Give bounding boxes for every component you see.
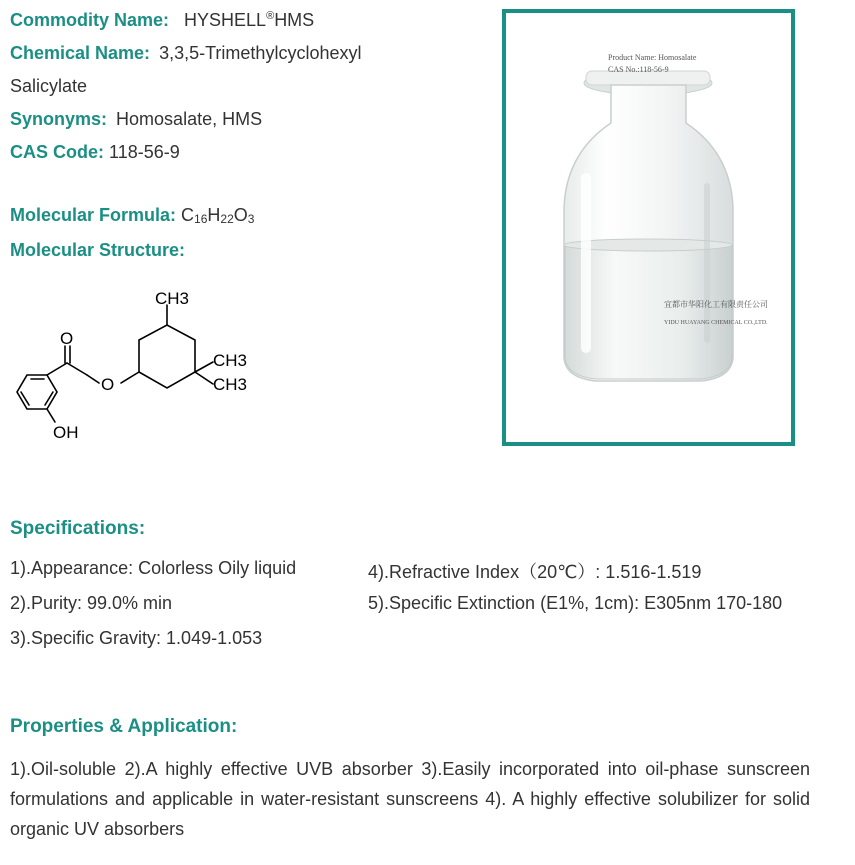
hydroxyl-label: OH [53, 423, 79, 442]
properties-title: Properties & Application: [10, 716, 238, 737]
carbonyl-oxygen-label: O [60, 329, 74, 348]
spec-item-purity: 2).Purity: 99.0% min [10, 593, 173, 613]
chemical-name-line [10, 43, 361, 64]
chemical-name-label: Chemical Name: [10, 43, 151, 63]
spec-item-specific-gravity: 3).Specific Gravity: 1.049-1.053 [10, 628, 263, 648]
cas-code-value: 118-56-9 [109, 142, 180, 162]
cas-code-line [10, 142, 180, 163]
product-photo [502, 9, 795, 446]
molecular-formula-line [10, 205, 254, 226]
commodity-name-label: Commodity Name [10, 10, 164, 30]
synonyms-label: Synonyms: [10, 109, 108, 129]
commodity-name-sep: : [163, 10, 175, 30]
formula-value: $C_{16}H_{22}O_3$ [181, 205, 255, 226]
molecular-structure-label: Molecular Structure: [10, 240, 186, 260]
photo-company-en: YIDU HUAYANG CHEMICAL CO.,LTD. [664, 320, 768, 326]
chemical-name-value: 3,3,5-Trimethylcyclohexyl [159, 43, 362, 63]
bottle-illustration [506, 13, 791, 442]
ester-oxygen-label: O [101, 375, 115, 394]
commodity-name-suffix: HMS [274, 10, 315, 30]
spec-item-refractive-index: 4).Refractive Index（20℃）: 1.516-1.519 [368, 562, 702, 582]
registered-mark: ® [266, 10, 275, 22]
methyl-right-upper-label: CH3 [213, 351, 248, 370]
molecular-structure-diagram [5, 280, 265, 455]
photo-cas: CAS No.:118-56-9 [608, 65, 669, 74]
synonyms-value: Homosalate, HMS [116, 109, 263, 129]
synonyms-line [10, 109, 262, 130]
commodity-name-line [10, 10, 314, 31]
spec-item-specific-extinction: 5).Specific Extinction (E1%, 1cm): E305nm 170-180 [368, 593, 783, 613]
spec-item-appearance: 1).Appearance: Colorless Oily liquid [10, 558, 297, 578]
chemical-name-continuation: Salicylate [10, 76, 88, 96]
methyl-right-lower-label: CH3 [213, 375, 248, 394]
photo-company-cn: 宜都市华阳化工有限责任公司 [664, 300, 768, 309]
photo-product-name: Product Name: Homosalate [608, 53, 697, 62]
methyl-top-label: CH3 [155, 289, 190, 308]
properties-text: 1).Oil-soluble 2).A highly effective UVB absorber 3).Easily incorporated into oil-phase sunscreen formulations and applicable in water-resistant sunscreens 4). A highly effective solubilizer for solid organic UV absorbers [10, 759, 810, 839]
specifications-title: Specifications: [10, 518, 146, 539]
molecular-formula-label: Molecular Formula: [10, 205, 177, 225]
commodity-name-value: HYSHELL [184, 10, 267, 30]
cas-code-label: CAS Code: [10, 142, 104, 162]
